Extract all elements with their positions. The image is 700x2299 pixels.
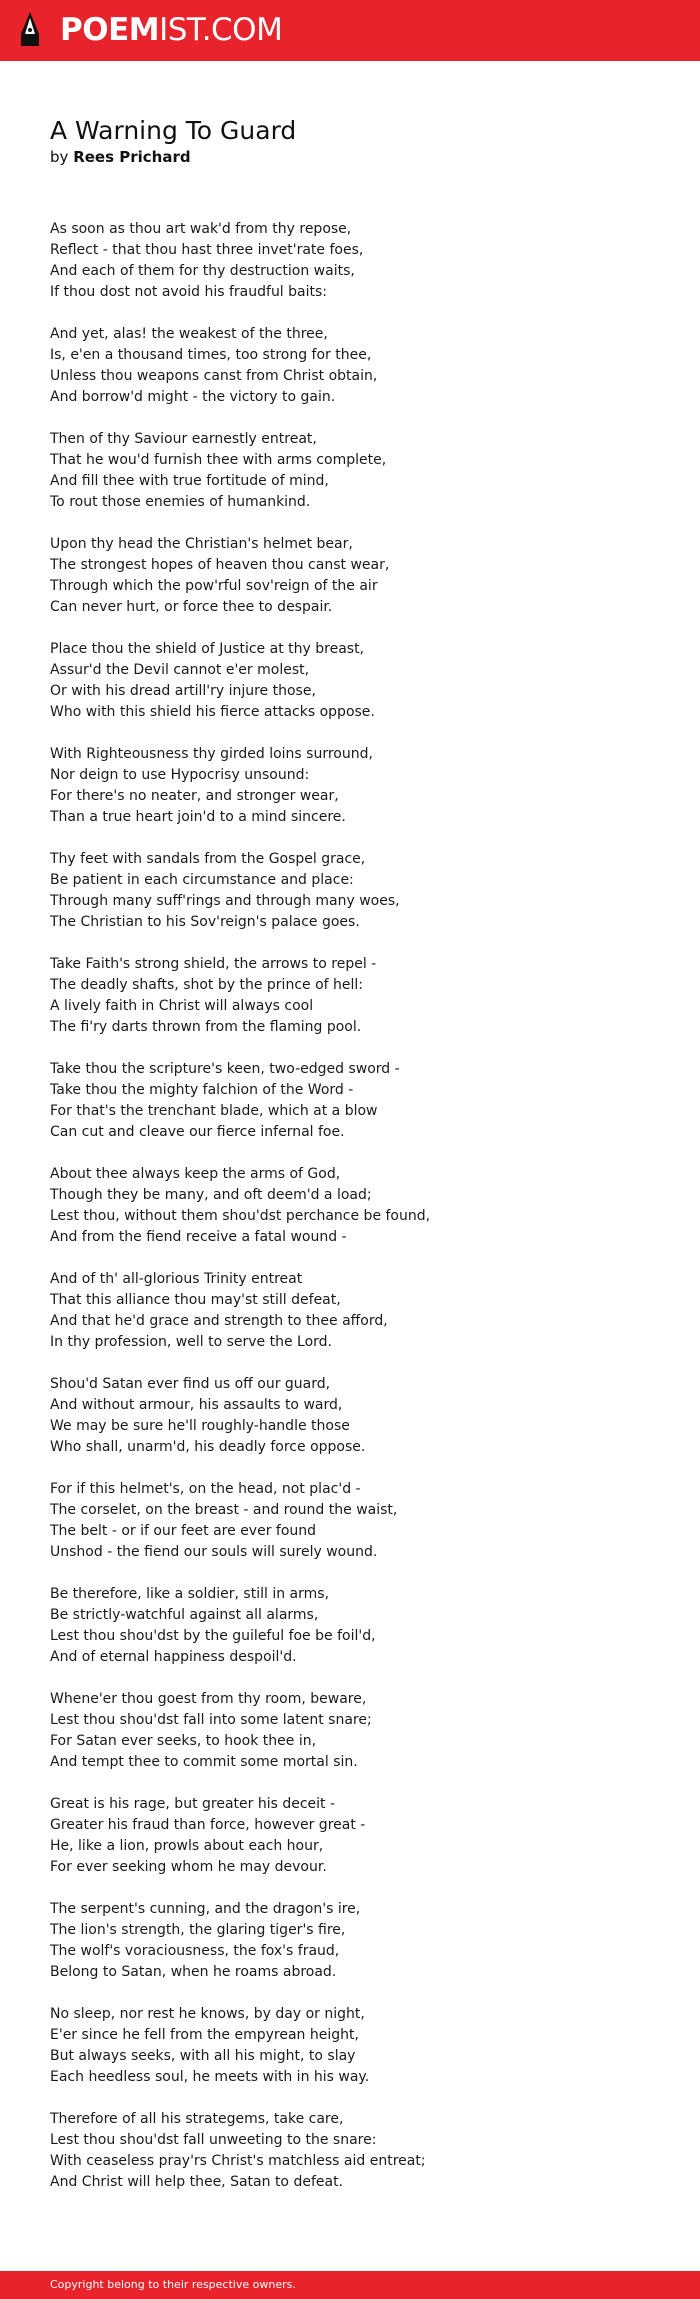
- poem-line: The fi'ry darts thrown from the flaming pool.: [50, 1019, 362, 1035]
- poem-line: Greater his fraud than force, however great -: [50, 1817, 366, 1833]
- stanza: [50, 954, 670, 1038]
- poem-line: Can never hurt, or force thee to despair.: [50, 599, 333, 615]
- poem-line: Unless thou weapons canst from Christ obtain,: [50, 368, 378, 384]
- poem-line: For there's no neater, and stronger wear,: [50, 788, 339, 804]
- author-name[interactable]: Rees Prichard: [73, 148, 191, 166]
- stanza: [50, 849, 670, 933]
- stanza: [50, 1794, 670, 1878]
- logo-light-text: IST.COM: [159, 12, 283, 48]
- poem-line: E'er since he fell from the empyrean height,: [50, 2027, 359, 2043]
- byline: [50, 147, 191, 167]
- poem-line: Lest thou, without them shou'dst perchance be found,: [50, 1208, 431, 1224]
- poem-line: Or with his dread artill'ry injure those,: [50, 683, 316, 699]
- poem-line: And borrow'd might - the victory to gain.: [50, 389, 336, 405]
- stanza: [50, 1059, 670, 1143]
- poem-line: As soon as thou art wak'd from thy repose,: [50, 221, 352, 237]
- poem-line: No sleep, nor rest he knows, by day or night,: [50, 2006, 365, 2022]
- poem-line: Place thou the shield of Justice at thy breast,: [50, 641, 365, 657]
- stanza: [50, 1164, 670, 1248]
- stanza: [50, 324, 670, 408]
- pen-nib-icon[interactable]: [18, 10, 42, 50]
- poem-line: Nor deign to use Hypocrisy unsound:: [50, 767, 310, 783]
- poem-line: Belong to Satan, when he roams abroad.: [50, 1964, 337, 1980]
- poem-line: Be patient in each circumstance and place:: [50, 872, 354, 888]
- poem-line: Lest thou shou'dst by the guileful foe be foil'd,: [50, 1628, 376, 1644]
- poem-line: The Christian to his Sov'reign's palace goes.: [50, 914, 360, 930]
- poem-line: The strongest hopes of heaven thou canst wear,: [50, 557, 390, 573]
- poem-line: Upon thy head the Christian's helmet bear,: [50, 536, 353, 552]
- poem-line: And that he'd grace and strength to thee afford,: [50, 1313, 388, 1329]
- poem-line: But always seeks, with all his might, to slay: [50, 2048, 356, 2064]
- poem-line: A lively faith in Christ will always cool: [50, 998, 314, 1014]
- poem-line: Is, e'en a thousand times, too strong for thee,: [50, 347, 372, 363]
- poem-line: And fill thee with true fortitude of mind,: [50, 473, 329, 489]
- poem-line: And Christ will help thee, Satan to defeat.: [50, 2174, 344, 2190]
- site-footer: [0, 2271, 700, 2299]
- poem-line: Each heedless soul, he meets with in his way.: [50, 2069, 370, 2085]
- poem-line: With ceaseless pray'rs Christ's matchless aid entreat;: [50, 2153, 426, 2169]
- poem-line: And without armour, his assaults to ward,: [50, 1397, 343, 1413]
- poem-line: And of eternal happiness despoil'd.: [50, 1649, 297, 1665]
- byline-prefix: by: [50, 148, 69, 166]
- poem-line: Thy feet with sandals from the Gospel grace,: [50, 851, 366, 867]
- poem-line: Through which the pow'rful sov'reign of the air: [50, 578, 378, 594]
- poem-line: The wolf's voraciousness, the fox's fraud,: [50, 1943, 340, 1959]
- poem-line: For if this helmet's, on the head, not plac'd -: [50, 1481, 361, 1497]
- poem-line: Whene'er thou goest from thy room, beware,: [50, 1691, 367, 1707]
- stanza: [50, 1584, 670, 1668]
- poem-line: To rout those enemies of humankind.: [50, 494, 311, 510]
- site-header: [0, 0, 700, 61]
- poem-line: Therefore of all his strategems, take care,: [50, 2111, 344, 2127]
- poem-line: Take thou the scripture's keen, two-edged sword -: [50, 1061, 400, 1077]
- logo-bold-text: POEM: [60, 12, 160, 48]
- poem-line: In thy profession, well to serve the Lord.: [50, 1334, 333, 1350]
- site-logo[interactable]: [60, 12, 282, 48]
- poem-line: The lion's strength, the glaring tiger's fire,: [50, 1922, 346, 1938]
- poem-line: Through many suff'rings and through many woes,: [50, 893, 400, 909]
- stanza: [50, 1689, 670, 1773]
- stanza: [50, 534, 670, 618]
- poem-line: Take Faith's strong shield, the arrows to repel -: [50, 956, 377, 972]
- poem-line: For that's the trenchant blade, which at a blow: [50, 1103, 378, 1119]
- poem-line: And each of them for thy destruction waits,: [50, 263, 355, 279]
- poem-line: With Righteousness thy girded loins surround,: [50, 746, 373, 762]
- poem-line: If thou dost not avoid his fraudful baits:: [50, 284, 328, 300]
- poem-line: Reflect - that thou hast three invet'rate foes,: [50, 242, 364, 258]
- poem-line: Lest thou shou'dst fall into some latent snare;: [50, 1712, 372, 1728]
- poem-line: And tempt thee to commit some mortal sin.: [50, 1754, 358, 1770]
- stanza: [50, 1899, 670, 1983]
- stanza: [50, 2004, 670, 2088]
- stanza: [50, 429, 670, 513]
- poem-line: Can cut and cleave our fierce infernal foe.: [50, 1124, 345, 1140]
- poem-line: Then of thy Saviour earnestly entreat,: [50, 431, 317, 447]
- copyright-text: Copyright belong to their respective owners.: [50, 2278, 296, 2291]
- stanza: [50, 2109, 670, 2193]
- poem-line: Unshod - the fiend our souls will surely wound.: [50, 1544, 378, 1560]
- stanza: [50, 1479, 670, 1563]
- poem-line: And yet, alas! the weakest of the three,: [50, 326, 328, 342]
- poem-line: He, like a lion, prowls about each hour,: [50, 1838, 324, 1854]
- poem-line: For Satan ever seeks, to hook thee in,: [50, 1733, 317, 1749]
- poem-line: That this alliance thou may'st still defeat,: [50, 1292, 341, 1308]
- poem-line: Though they be many, and oft deem'd a load;: [50, 1187, 372, 1203]
- poem-line: We may be sure he'll roughly-handle those: [50, 1418, 350, 1434]
- stanza: [50, 744, 670, 828]
- poem-line: Assur'd the Devil cannot e'er molest,: [50, 662, 310, 678]
- poem-line: That he wou'd furnish thee with arms complete,: [50, 452, 387, 468]
- poem-line: Great is his rage, but greater his deceit -: [50, 1796, 336, 1812]
- poem-line: Take thou the mighty falchion of the Word -: [50, 1082, 354, 1098]
- poem-line: Who shall, unarm'd, his deadly force oppose.: [50, 1439, 366, 1455]
- poem-line: Shou'd Satan ever find us off our guard,: [50, 1376, 331, 1392]
- poem-line: Lest thou shou'dst fall unweeting to the snare:: [50, 2132, 377, 2148]
- poem-line: And of th' all-glorious Trinity entreat: [50, 1271, 303, 1287]
- poem-line: Be therefore, like a soldier, still in arms,: [50, 1586, 330, 1602]
- poem-line: Than a true heart join'd to a mind sincere.: [50, 809, 346, 825]
- poem-line: The belt - or if our feet are ever found: [50, 1523, 317, 1539]
- poem-line: And from the fiend receive a fatal wound -: [50, 1229, 347, 1245]
- poem-line: Be strictly-watchful against all alarms,: [50, 1607, 319, 1623]
- poem-line: The serpent's cunning, and the dragon's ire,: [50, 1901, 361, 1917]
- stanza: [50, 1374, 670, 1458]
- poem-title: A Warning To Guard: [50, 116, 297, 145]
- poem-line: For ever seeking whom he may devour.: [50, 1859, 327, 1875]
- poem-body: [50, 219, 670, 2214]
- stanza: [50, 639, 670, 723]
- poem-line: The corselet, on the breast - and round the waist,: [50, 1502, 398, 1518]
- stanza: [50, 1269, 670, 1353]
- stanza: [50, 219, 670, 303]
- poem-line: The deadly shafts, shot by the prince of hell:: [50, 977, 364, 993]
- poem-line: Who with this shield his fierce attacks oppose.: [50, 704, 375, 720]
- poem-line: About thee always keep the arms of God,: [50, 1166, 341, 1182]
